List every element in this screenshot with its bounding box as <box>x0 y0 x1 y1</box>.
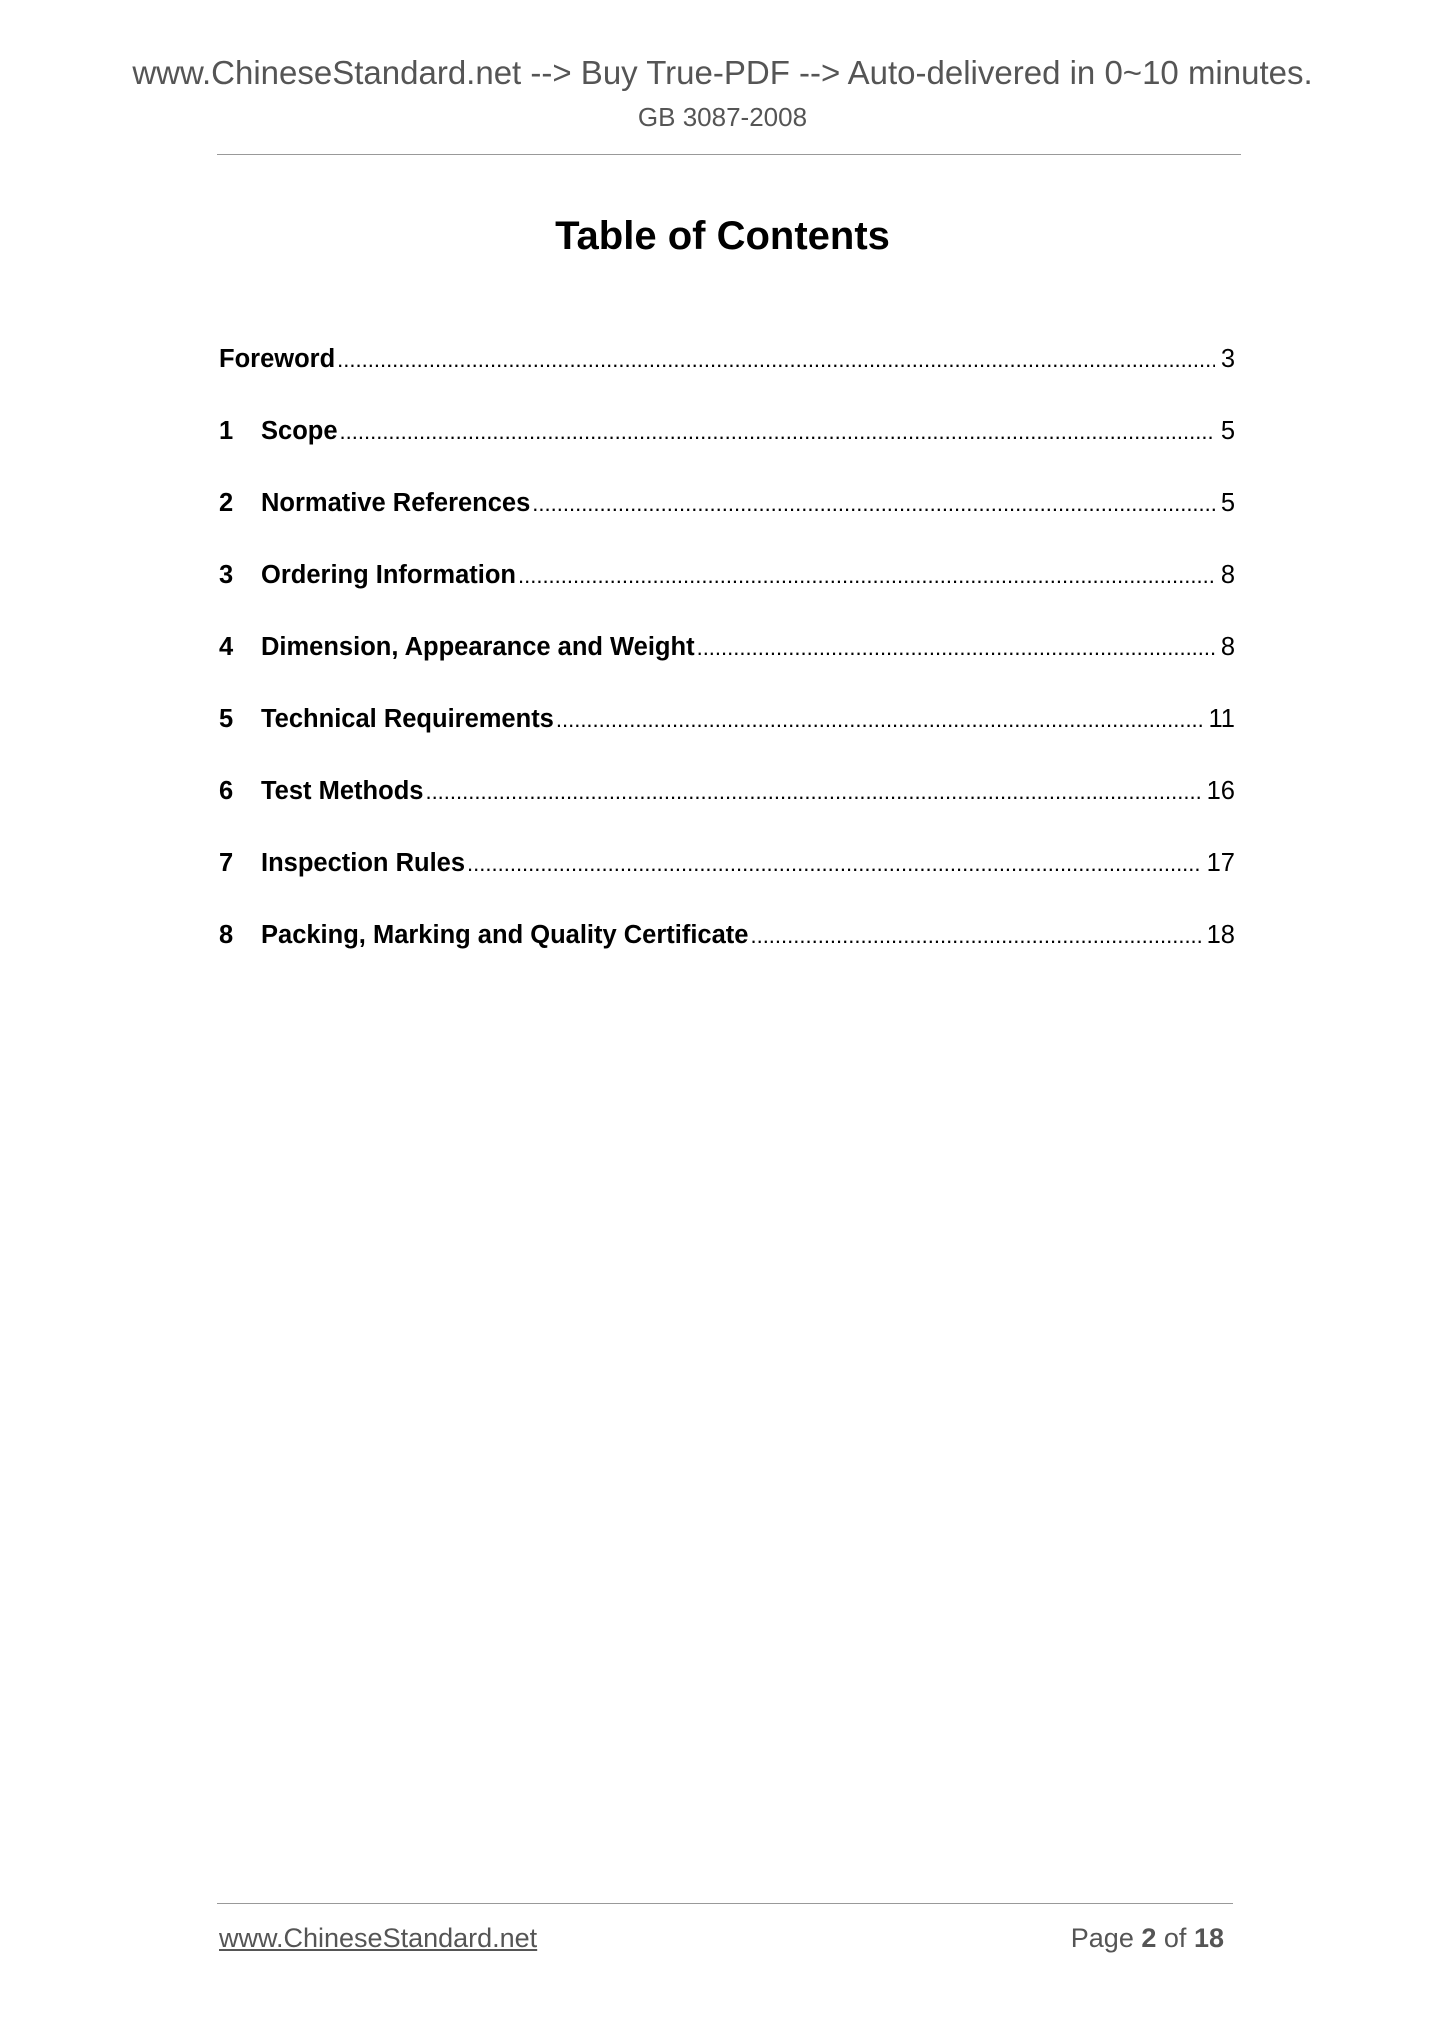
toc-leader-dots <box>337 343 1215 377</box>
header-banner: www.ChineseStandard.net --> Buy True-PDF --> Auto-delivered in 0~10 minutes. <box>132 54 1313 91</box>
toc-title: Table of Contents <box>555 214 890 258</box>
toc-entry-foreword[interactable] <box>219 342 1235 414</box>
toc-entry-number: 3 <box>219 561 234 589</box>
page-of: of <box>1163 1923 1187 1953</box>
toc-entry-technical-requirements[interactable] <box>219 702 1235 774</box>
toc-entry-label: Normative References <box>261 489 531 517</box>
toc-entry-page: 16 <box>1206 777 1235 805</box>
toc-entry-inspection-rules[interactable] <box>219 846 1235 918</box>
toc-entry-page: 18 <box>1206 921 1235 949</box>
toc-entry-test-methods[interactable] <box>219 774 1235 846</box>
toc-leader-dots <box>532 487 1215 521</box>
toc-entry-page: 8 <box>1220 633 1235 661</box>
toc-leader-dots <box>750 919 1200 953</box>
toc-list <box>219 342 1235 990</box>
toc-entry-number: 8 <box>219 921 234 949</box>
toc-entry-number: 6 <box>219 777 234 805</box>
toc-entry-label: Ordering Information <box>261 561 516 589</box>
toc-leader-dots <box>467 847 1201 881</box>
toc-entry-page: 17 <box>1206 849 1235 877</box>
toc-entry-page: 5 <box>1220 489 1235 517</box>
toc-entry-number: 2 <box>219 489 234 517</box>
page-prefix: Page <box>1070 1923 1134 1953</box>
toc-entry-label: Scope <box>261 417 338 445</box>
toc-entry-number: 7 <box>219 849 234 877</box>
toc-entry-page: 3 <box>1220 345 1235 373</box>
header-divider <box>217 154 1241 155</box>
toc-entry-packing-marking-certificate[interactable] <box>219 918 1235 990</box>
toc-entry-label: Test Methods <box>261 777 424 805</box>
toc-leader-dots <box>518 559 1215 593</box>
toc-leader-dots <box>556 703 1203 737</box>
toc-leader-dots <box>697 631 1215 665</box>
toc-leader-dots <box>425 775 1200 809</box>
toc-leader-dots <box>340 415 1215 449</box>
page-total: 18 <box>1193 1923 1224 1953</box>
document-code: GB 3087-2008 <box>637 102 808 132</box>
footer-divider <box>217 1903 1233 1904</box>
footer-page-counter <box>1071 1922 1224 1954</box>
toc-entry-page: 5 <box>1220 417 1235 445</box>
toc-entry-label: Packing, Marking and Quality Certificate <box>261 921 749 949</box>
toc-entry-number: 4 <box>219 633 234 661</box>
toc-entry-label: Technical Requirements <box>261 705 554 733</box>
toc-entry-normative-references[interactable] <box>219 486 1235 558</box>
footer-site-link[interactable]: www.ChineseStandard.net <box>219 1923 538 1953</box>
toc-entry-number: 5 <box>219 705 234 733</box>
toc-entry-label: Dimension, Appearance and Weight <box>261 633 695 661</box>
page-current: 2 <box>1141 1923 1157 1953</box>
toc-entry-page: 8 <box>1220 561 1235 589</box>
toc-entry-dimension-appearance-weight[interactable] <box>219 630 1235 702</box>
toc-entry-number: 1 <box>219 417 234 445</box>
toc-entry-label: Inspection Rules <box>261 849 466 877</box>
toc-entry-page: 11 <box>1208 705 1235 733</box>
toc-entry-scope[interactable] <box>219 414 1235 486</box>
toc-entry-ordering-information[interactable] <box>219 558 1235 630</box>
toc-entry-label: Foreword <box>219 345 336 373</box>
